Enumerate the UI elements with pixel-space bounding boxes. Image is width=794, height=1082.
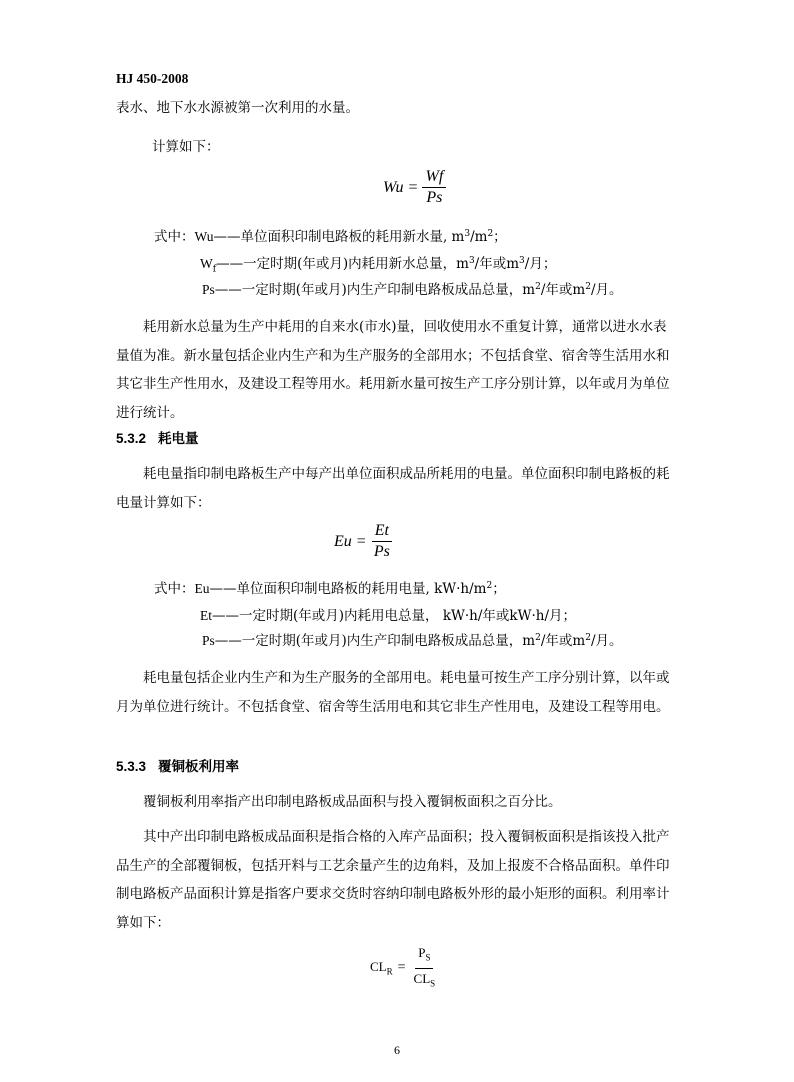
section-number: 5.3.3 [116,759,147,774]
intro-line: 表水、地下水水源被第一次利用的水量。 [116,100,359,116]
def-text: ——单位面积印制电路板的耗用电量, kW·h/m [209,581,487,597]
formula-equals: = [397,960,406,976]
def-text: ——一定时期(年或月)内生产印制电路板成品总量，m [214,633,536,649]
standard-code-header: HJ 450-2008 [116,71,189,86]
power-paragraph-1 [116,460,680,517]
power-def-et [200,607,576,625]
unit-exponent: 2 [585,282,591,292]
formula-subscript: S [430,978,436,989]
formula-subscript: S [425,952,431,963]
paragraph-text: 其中产出印制电路板成品面积是指合格的入库产品面积；投入覆铜板面积是指该投入批产品生产的全部覆铜板，包括开料与工艺余量产生的边角料，及加上报废不合格品面积。单件印制电路板产品面积计算是指客户要求交货时容纳印制电路板外形的最小矩形的面积。利用率计算如下： [116,829,670,931]
page-number: 6 [394,1043,400,1057]
water-def-ps [202,281,623,299]
water-def-wu [154,228,507,246]
calc-intro: 计算如下： [152,139,220,155]
variable-subscript: f [212,264,217,275]
copper-paragraph-1 [116,788,680,817]
unit-text: /m [470,229,488,245]
def-text: ——单位面积印制电路板的耗用新水量, m [213,229,465,245]
unit-exponent: 3 [464,229,471,239]
formula-lhs: Eu [334,532,352,550]
formula-fraction [411,944,439,992]
paragraph-text: 覆铜板利用率指产出印制电路板成品面积与投入覆铜板面积之百分比。 [143,794,562,810]
formula-numerator: Wf [422,168,446,188]
def-variable: Wu [194,229,214,244]
water-formula [383,168,446,207]
power-formula [334,522,393,561]
formula-fraction [371,522,393,561]
formula-numerator: $P_S$ [415,944,433,969]
unit-exponent: 2 [535,633,541,643]
copper-paragraph-2 [116,823,680,937]
water-def-wf [200,255,556,279]
def-variable: Et [200,608,212,623]
def-prefix: 式中： [154,229,195,245]
def-variable: Eu [194,581,210,596]
unit-text: /年或m [474,256,520,272]
formula-equals: = [408,178,418,196]
copper-formula [370,944,438,992]
unit-text: /年或m [540,633,586,649]
section-title: 耗电量 [158,431,199,447]
def-variable: W [200,256,213,271]
unit-exponent: 2 [535,282,541,292]
formula-lhs: Wu [383,178,404,196]
formula-fraction [422,168,446,207]
formula-subscript: R [386,966,393,977]
unit-text: /月。 [590,282,623,298]
section-title: 覆铜板利用率 [158,759,240,775]
power-paragraph-2 [116,664,680,721]
section-heading-5-3-3 [116,758,239,776]
unit-text: /月。 [590,633,623,649]
unit-exponent: 3 [468,256,475,266]
water-paragraph [116,313,680,427]
unit-exponent: 3 [519,256,525,266]
def-prefix: 式中： [154,581,195,597]
formula-lhs: $CL_R$ [370,959,393,977]
formula-denominator: Ps [426,189,443,206]
def-text: ——一定时期(年或月)内耗用电总量， kW·h/年或kW·h/月； [212,608,577,624]
unit-exponent: 2 [585,633,591,643]
unit-text: ； [493,229,507,245]
section-number: 5.3.2 [116,431,147,446]
power-def-ps [202,632,623,650]
def-variable: Ps [202,282,215,297]
power-def-eu [154,580,506,598]
def-text: ——一定时期(年或月)内生产印制电路板成品总量，m [214,282,536,298]
paragraph-text: 耗电量指印制电路板生产中每产出单位面积成品所耗用的电量。单位面积印制电路板的耗电量计算如下： [116,466,670,511]
unit-exponent: 2 [486,581,493,591]
unit-text: ； [492,581,506,597]
formula-numerator: Et [372,522,392,542]
paragraph-text: 耗电量包括企业内生产和为生产服务的全部用电。耗电量可按生产工序分别计算，以年或月为单位进行统计。不包括食堂、宿舍等生活用电和其它非生产性用电，及建设工程等用电。 [116,670,670,715]
paragraph-text: 耗用新水总量为生产中耗用的自来水(市水)量，回收使用水不重复计算，通常以进水水表量值为准。新水量包括企业内生产和为生产服务的全部用水；不包括食堂、宿舍等生活用水和其它非生产性用水，及建设工程等用水。耗用新水量可按生产工序分别计算，以年或月为单位进行统计。 [116,319,670,421]
unit-text: /年或m [540,282,586,298]
unit-exponent: 2 [487,229,494,239]
def-text: ——一定时期(年或月)内耗用新水总量，m [216,256,469,272]
unit-text: /月； [524,256,557,272]
formula-equals: = [356,532,366,550]
formula-denominator: $CL_S$ [413,970,436,989]
formula-denominator: Ps [373,543,390,560]
def-variable: Ps [202,633,215,648]
section-heading-5-3-2 [116,430,199,448]
